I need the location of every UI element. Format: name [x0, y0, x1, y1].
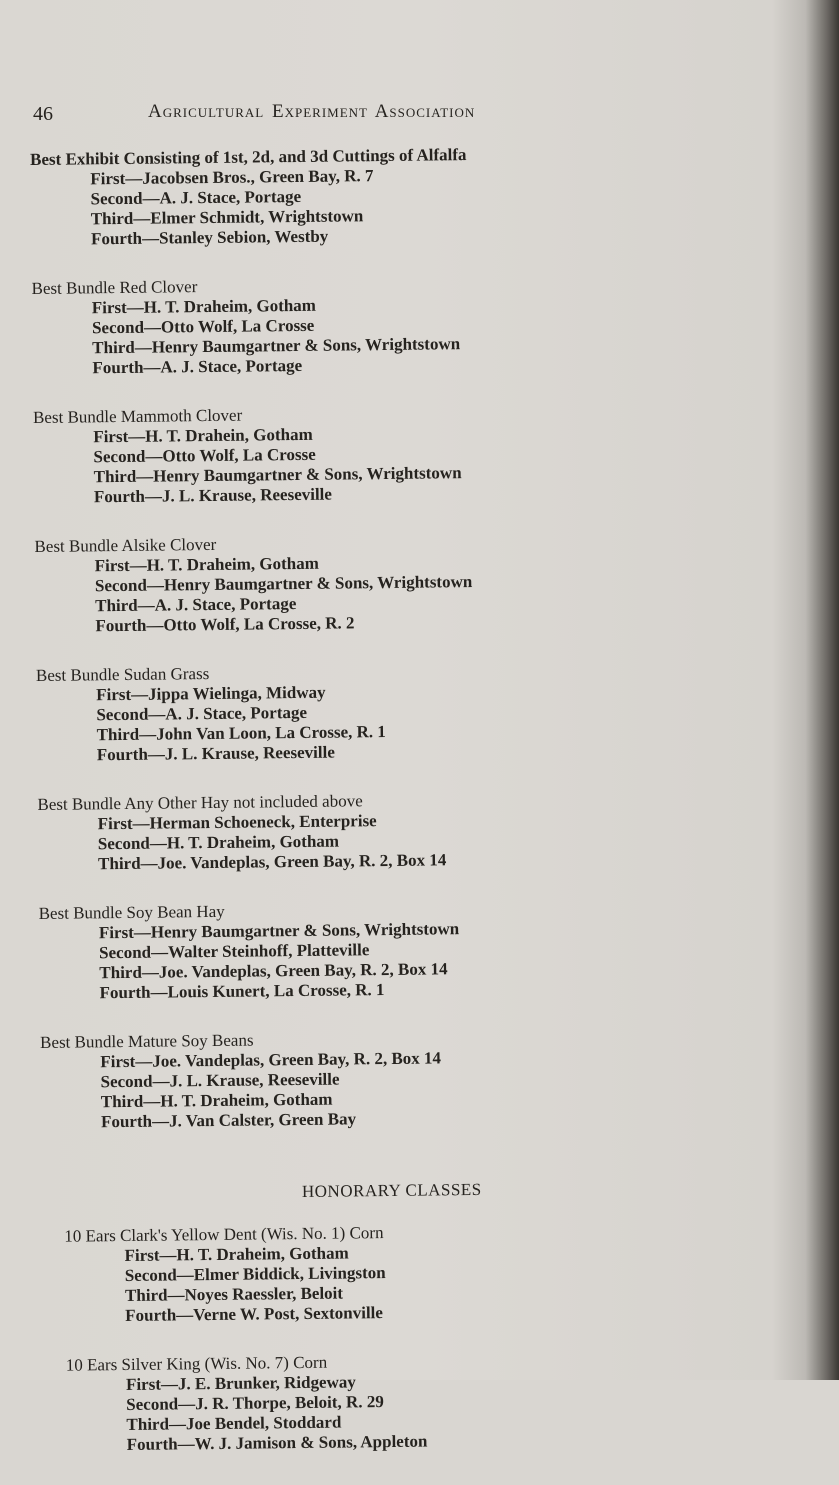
- class-title: Best Bundle Red Clover: [31, 277, 198, 298]
- award-class: [30, 142, 771, 250]
- placing-line: Third—Joe. Vandeplas, Green Bay, R. 2, Box 14: [97, 850, 447, 874]
- placing-line: Second—Otto Wolf, La Crosse: [91, 315, 315, 338]
- placing-line: Second—Henry Baumgartner & Sons, Wrightstown: [94, 572, 473, 596]
- placing-line: First—J. E. Brunker, Ridgeway: [125, 1372, 356, 1394]
- placing-line: Fourth—J. L. Krause, Reeseville: [96, 742, 335, 765]
- class-title: Best Bundle Mature Soy Beans: [40, 1030, 254, 1052]
- placing-line: Third—Noyes Raessler, Beloit: [124, 1283, 344, 1305]
- placing-line: Fourth—Otto Wolf, La Crosse, R. 2: [95, 613, 355, 636]
- class-title: Best Bundle Alsike Clover: [34, 534, 217, 556]
- placing-line: Second—H. T. Draheim, Gotham: [97, 831, 340, 854]
- placing-line: Second—J. R. Thorpe, Beloit, R. 29: [126, 1392, 384, 1414]
- award-class: [37, 787, 778, 875]
- award-class: [40, 1025, 781, 1133]
- placing-line: Second—Otto Wolf, La Crosse: [93, 444, 316, 467]
- class-title: 10 Ears Silver King (Wis. No. 7) Corn: [65, 1352, 328, 1375]
- page-number: 46: [33, 103, 53, 125]
- placing-line: Second—A. J. Stace, Portage: [96, 702, 308, 725]
- class-title: 10 Ears Clark's Yellow Dent (Wis. No. 1) Corn: [64, 1223, 384, 1246]
- placing-line: Third—H. T. Draheim, Gotham: [100, 1089, 333, 1112]
- placing-line: Third—A. J. Stace, Portage: [95, 594, 297, 616]
- class-title: Best Bundle Mammoth Clover: [32, 405, 243, 427]
- placing-line: Fourth—Verne W. Post, Sextonville: [125, 1303, 384, 1325]
- placing-line: Third—Henry Baumgartner & Sons, Wrightstown: [93, 463, 462, 487]
- placing-line: Third—Joe Bendel, Stoddard: [126, 1412, 342, 1434]
- placing-line: Second—Elmer Biddick, Livingston: [124, 1263, 386, 1285]
- placing-line: First—Jacobsen Bros., Green Bay, R. 7: [90, 166, 374, 189]
- placing-line: First—H. T. Draheim, Gotham: [91, 295, 317, 318]
- placing-line: Fourth—J. Van Calster, Green Bay: [100, 1109, 357, 1132]
- placing-line: First—Joe. Vandeplas, Green Bay, R. 2, Box 14: [100, 1048, 442, 1072]
- placing-line: Second—Walter Steinhoff, Platteville: [99, 940, 370, 963]
- placing-line: Third—Henry Baumgartner & Sons, Wrightstown: [92, 334, 461, 358]
- placing-line: Second—A. J. Stace, Portage: [90, 186, 302, 209]
- award-class: [39, 896, 780, 1004]
- placing-line: Third—John Van Loon, La Crosse, R. 1: [96, 722, 386, 745]
- placing-line: First—H. T. Draheim, Gotham: [94, 553, 319, 576]
- award-class: [36, 658, 777, 766]
- placing-line: Fourth—Louis Kunert, La Crosse, R. 1: [99, 980, 385, 1003]
- placing-line: First—Henry Baumgartner & Sons, Wrightstown: [98, 919, 460, 943]
- award-class: [33, 400, 774, 508]
- running-head: Agricultural Experiment Association: [148, 101, 476, 122]
- class-title: Best Exhibit Consisting of 1st, 2d, and 3d Cuttings of Alfalfa: [30, 145, 467, 169]
- award-class: [34, 529, 775, 637]
- placing-line: Fourth—J. L. Krause, Reeseville: [93, 484, 332, 507]
- award-class: [31, 271, 772, 379]
- award-listings: [30, 142, 785, 1485]
- placing-line: Second—J. L. Krause, Reeseville: [100, 1069, 340, 1092]
- placing-line: Third—Elmer Schmidt, Wrightstown: [90, 206, 364, 229]
- placing-line: Fourth—W. J. Jamison & Sons, Appleton: [126, 1431, 428, 1454]
- class-title: Best Bundle Sudan Grass: [35, 664, 210, 685]
- placing-line: First—H. T. Draheim, Gotham: [124, 1243, 349, 1265]
- class-title: Best Bundle Any Other Hay not included above: [37, 791, 363, 814]
- placing-line: First—Jippa Wielinga, Midway: [96, 682, 326, 705]
- placing-line: Fourth—A. J. Stace, Portage: [92, 355, 303, 378]
- placing-line: First—Herman Schoeneck, Enterprise: [97, 811, 377, 834]
- award-class: [42, 1219, 783, 1327]
- award-class: [44, 1348, 785, 1456]
- honorary-classes-heading: HONORARY CLASSES: [301, 1179, 482, 1201]
- honorary-classes: [42, 1219, 785, 1456]
- placing-line: Third—Joe. Vandeplas, Green Bay, R. 2, Box 14: [99, 959, 448, 983]
- placing-line: Fourth—Stanley Sebion, Westby: [90, 226, 329, 249]
- placing-line: First—H. T. Drahein, Gotham: [93, 424, 313, 447]
- class-title: Best Bundle Soy Bean Hay: [38, 901, 225, 923]
